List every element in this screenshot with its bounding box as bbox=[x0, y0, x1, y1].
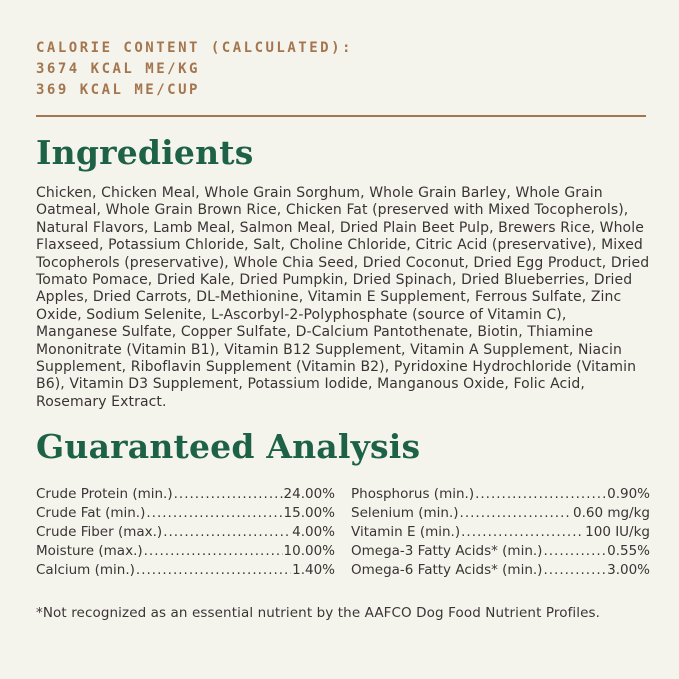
calorie-kcal-per-kg: 3674 KCAL ME/KG bbox=[36, 61, 200, 77]
ga-label: Crude Protein (min.) bbox=[36, 486, 173, 503]
ga-label: Moisture (max.) bbox=[36, 543, 143, 560]
ga-dot-leader bbox=[543, 542, 606, 561]
ga-label: Vitamin E (min.) bbox=[351, 524, 461, 541]
ga-value: 0.90% bbox=[607, 486, 650, 503]
ga-row-moisture bbox=[36, 542, 335, 561]
ga-label: Selenium (min.) bbox=[351, 505, 459, 522]
guaranteed-analysis-heading: Guaranteed Analysis bbox=[36, 427, 421, 467]
ga-row-calcium bbox=[36, 561, 335, 580]
ga-dot-leader bbox=[461, 523, 584, 542]
ga-value: 100 IU/kg bbox=[585, 524, 650, 541]
ga-value: 4.00% bbox=[292, 524, 335, 541]
section-divider bbox=[36, 115, 646, 117]
ga-value: 24.00% bbox=[283, 486, 335, 503]
ga-row-phosphorus bbox=[351, 485, 650, 504]
ga-value: 1.40% bbox=[292, 562, 335, 579]
calorie-content-block bbox=[36, 38, 648, 101]
ga-row-crude-protein bbox=[36, 485, 335, 504]
ga-label: Crude Fat (min.) bbox=[36, 505, 146, 522]
ingredients-heading: Ingredients bbox=[36, 133, 254, 172]
ga-value: 0.60 mg/kg bbox=[572, 505, 650, 522]
ga-row-omega-3 bbox=[351, 542, 650, 561]
ga-value: 10.00% bbox=[283, 543, 335, 560]
aafco-footnote: *Not recognized as an essential nutrient by the AAFCO Dog Food Nutrient Profiles. bbox=[36, 605, 601, 622]
ga-label: Crude Fiber (max.) bbox=[36, 524, 163, 541]
calorie-heading: CALORIE CONTENT (CALCULATED): bbox=[36, 40, 353, 56]
ga-dot-leader bbox=[475, 485, 606, 504]
ga-row-vitamin-e bbox=[351, 523, 650, 542]
ga-column-left bbox=[36, 485, 335, 580]
ga-value: 0.55% bbox=[607, 543, 650, 560]
ga-value: 3.00% bbox=[607, 562, 650, 579]
calorie-kcal-per-cup: 369 KCAL ME/CUP bbox=[36, 82, 200, 98]
ga-row-omega-6 bbox=[351, 561, 650, 580]
ingredients-text: Chicken, Chicken Meal, Whole Grain Sorghum, Whole Grain Barley, Whole Grain Oatmeal, Whole Grain Brown Rice, Chicken Fat (preserved with Mixed Tocopherols), Natural Flavors, Lamb Meal, Salmon Meal, Dried Plain Beet Pulp, Brewers Rice, Whole Flaxseed, Potassium Chloride, Salt, Choline Chloride, Citric Acid (preservative), Mixed Tocopherols (preservative), Whole Chia Seed, Dried Coconut, Dried Egg Product, Dried Tomato Pomace, Dried Kale, Dried Pumpkin, Dried Spinach, Dried Blueberries, Dried Apples, Dried Carrots, DL-Methionine, Vitamin E Supplement, Ferrous Sulfate, Zinc Oxide, Sodium Selenite, L-Ascorbyl-2-Polyphosphate (source of Vitamin C), Manganese Sulfate, Copper Sulfate, D-Calcium Pantothenate, Biotin, Thiamine Mononitrate (Vitamin B1), Vitamin B12 Supplement, Vitamin A Supplement, Niacin Supplement, Riboflavin Supplement (Vitamin B2), Pyridoxine Hydrochloride (Vitamin B6), Vitamin D3 Supplement, Potassium Iodide, Manganous Oxide, Folic Acid, Rosemary Extract. bbox=[36, 185, 650, 410]
ga-dot-leader bbox=[174, 485, 283, 504]
ga-dot-leader bbox=[460, 504, 572, 523]
ga-dot-leader bbox=[543, 561, 606, 580]
ga-dot-leader bbox=[146, 504, 282, 523]
ga-label: Calcium (min.) bbox=[36, 562, 135, 579]
ga-label: Omega-3 Fatty Acids* (min.) bbox=[351, 543, 543, 560]
ga-dot-leader bbox=[163, 523, 291, 542]
ga-dot-leader bbox=[136, 561, 291, 580]
ga-row-selenium bbox=[351, 504, 650, 523]
ga-label: Phosphorus (min.) bbox=[351, 486, 475, 503]
ga-dot-leader bbox=[144, 542, 283, 561]
ga-value: 15.00% bbox=[283, 505, 335, 522]
ga-column-right bbox=[351, 485, 650, 580]
ga-row-crude-fiber bbox=[36, 523, 335, 542]
ga-row-crude-fat bbox=[36, 504, 335, 523]
ga-label: Omega-6 Fatty Acids* (min.) bbox=[351, 562, 543, 579]
guaranteed-analysis-table bbox=[36, 485, 650, 580]
